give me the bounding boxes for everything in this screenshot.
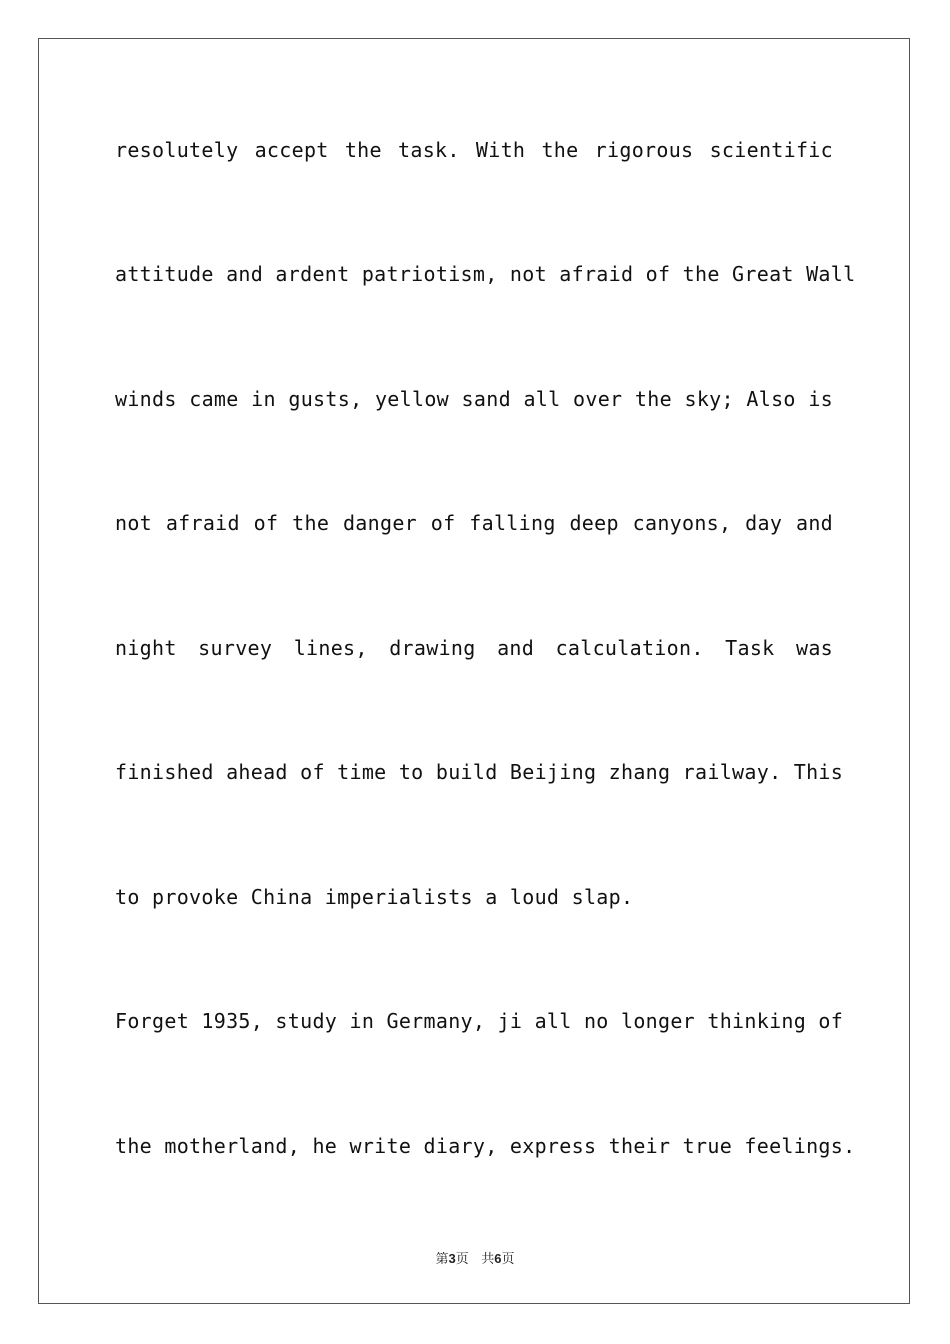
total-pages: 6 xyxy=(494,1251,502,1266)
page-footer xyxy=(0,1248,950,1267)
text-line-6: finished ahead of time to build Beijing zhang railway. This xyxy=(115,760,844,784)
text-line-2: attitude and ardent patriotism, not afraid of the Great Wall xyxy=(115,262,856,286)
text-line-7: to provoke China imperialists a loud slap. xyxy=(115,885,634,909)
page-prefix: 第 xyxy=(435,1252,449,1267)
text-line-4: not afraid of the danger of falling deep canyons, day and xyxy=(115,511,833,535)
page-suffix: 页 xyxy=(455,1252,469,1267)
total-prefix: 共 xyxy=(481,1252,495,1267)
text-line-5: night survey lines, drawing and calculation. Task was xyxy=(115,636,833,660)
text-line-9: the motherland, he write diary, express their true feelings. xyxy=(115,1134,856,1158)
text-line-1: resolutely accept the task. With the rigorous scientific xyxy=(115,138,833,162)
total-suffix: 页 xyxy=(501,1252,515,1267)
text-line-3: winds came in gusts, yellow sand all over the sky; Also is xyxy=(115,387,833,411)
page-number: 3 xyxy=(448,1251,456,1266)
text-line-8: Forget 1935, study in Germany, ji all no longer thinking of xyxy=(115,1009,844,1033)
page-border xyxy=(38,38,910,1304)
